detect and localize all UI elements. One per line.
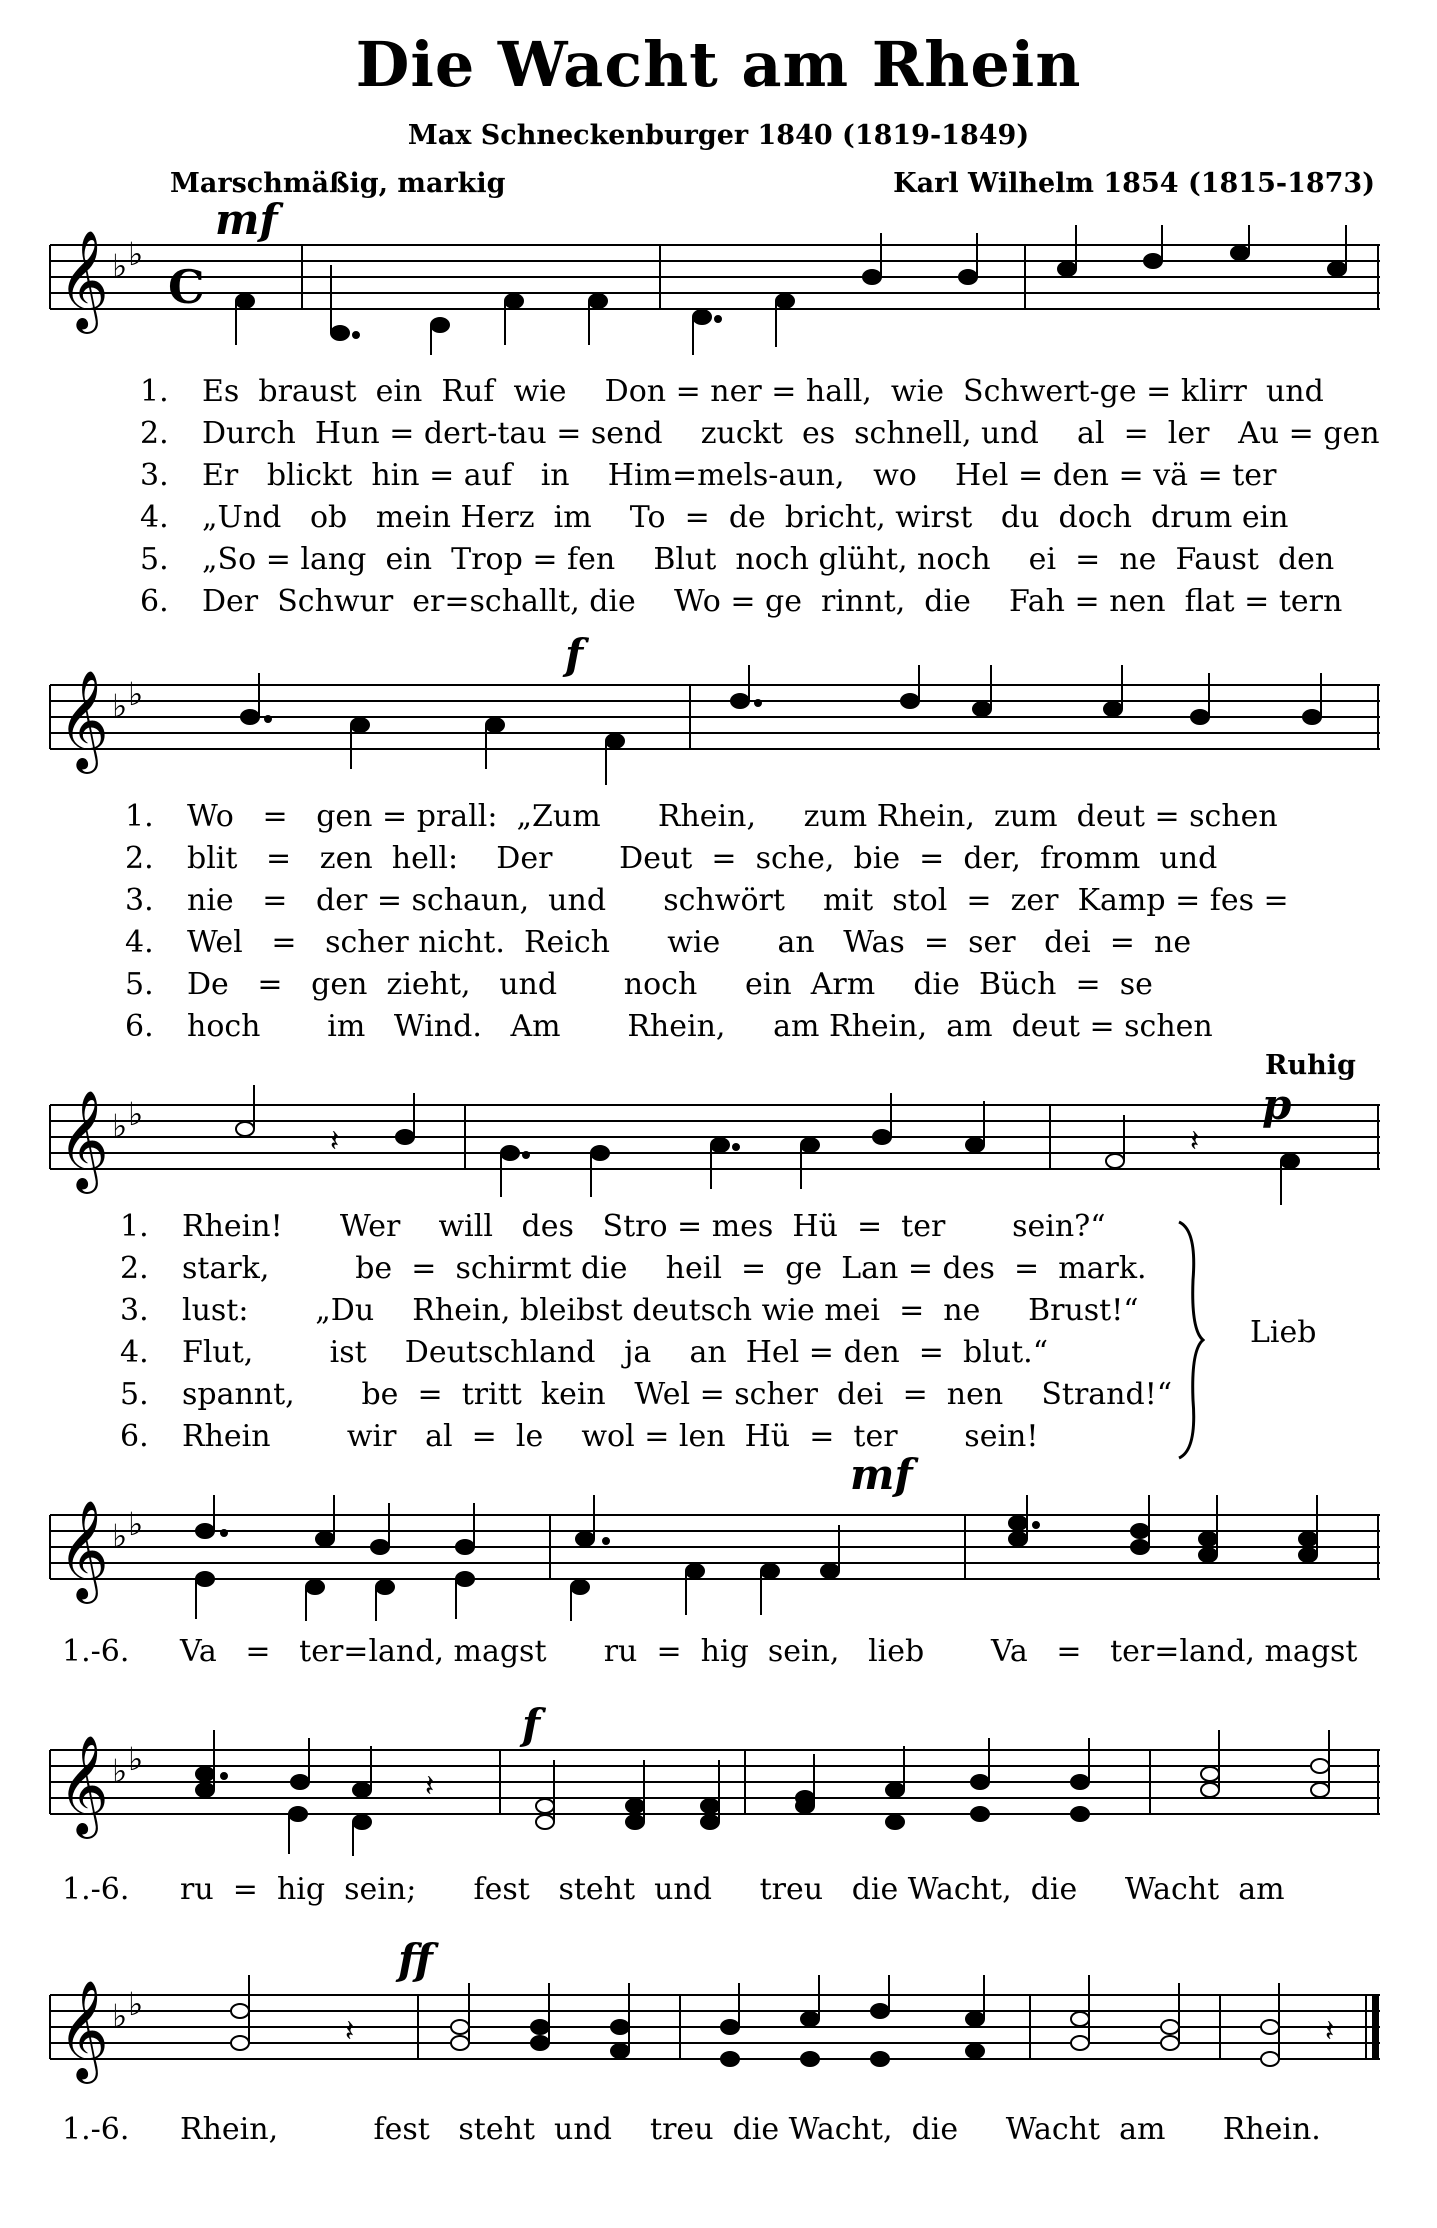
svg-text:♭: ♭ (128, 1985, 144, 2023)
refrain-line: 1.-6. Va = ter=land, magst ru = hig sein, lieb Va = ter=land, magst (62, 1633, 1358, 1669)
staff-system-1 (40, 225, 1400, 365)
staff-system-4 (40, 1495, 1400, 1625)
svg-text:𝄞: 𝄞 (58, 1500, 109, 1600)
svg-text:𝄽: 𝄽 (1325, 2014, 1335, 2049)
song-title: Die Wacht am Rhein (355, 28, 1082, 101)
verse-line-5: 5. spannt, be = tritt kein Wel = scher dei = nen Strand!“ (120, 1376, 1173, 1412)
verse-line-1: 1. Es braust ein Ruf wie Don = ner = hall, wie Schwert-ge = klirr und (140, 373, 1324, 409)
refrain-line: 1.-6. ru = hig sein; fest steht und treu die Wacht, die Wacht am (62, 1871, 1285, 1907)
verse-line-2: 2. blit = zen hell: Der Deut = sche, bie = der, fromm und (125, 840, 1218, 876)
lyrics-system-3 (120, 1205, 1350, 1457)
svg-text:𝄞: 𝄞 (58, 230, 109, 330)
verse-line-2: 2. Durch Hun = dert-tau = send zuckt es schnell, und al = ler Au = gen (140, 415, 1380, 451)
verse-line-4: 4. „Und ob mein Herz im To = de bricht, wirst du doch drum ein (140, 499, 1289, 535)
lyrics-system-1 (140, 370, 1380, 622)
verse-line-6: 6. Rhein wir al = le wol = len Hü = ter sein! (120, 1418, 1039, 1454)
svg-text:𝄞: 𝄞 (58, 1735, 109, 1835)
svg-text:𝄽: 𝄽 (345, 2014, 355, 2049)
verse-line-5: 5. „So = lang ein Trop = fen Blut noch glüht, noch ei = ne Faust den (140, 541, 1335, 577)
tempo-ruhig: Ruhig (1265, 1050, 1356, 1081)
staff-system-2 (40, 665, 1400, 795)
svg-text:♭: ♭ (112, 247, 128, 285)
lyricist-credit: Max Schneckenburger 1840 (1819-1849) (407, 120, 1030, 151)
verse-line-5: 5. De = gen zieht, und noch ein Arm die Büch = se (125, 966, 1153, 1002)
refrain-line: 1.-6. Rhein, fest steht und treu die Wacht, die Wacht am Rhein. (62, 2111, 1321, 2147)
dynamic-mf-2: mf (850, 1450, 913, 1499)
tempo-marking: Marschmäßig, markig (170, 168, 506, 199)
dynamic-f: f (565, 630, 584, 679)
composer-credit: Karl Wilhelm 1854 (1815-1873) (893, 168, 1375, 199)
dynamic-mf: mf (215, 195, 278, 244)
verse-line-2: 2. stark, be = schirmt die heil = ge Lan = des = mark. (120, 1250, 1147, 1286)
svg-text:𝄽: 𝄽 (425, 1769, 435, 1804)
verse-line-1: 1. Wo = gen = prall: „Zum Rhein, zum Rhein, zum deut = schen (125, 798, 1278, 834)
svg-text:♭: ♭ (112, 1752, 128, 1790)
svg-text:♭: ♭ (112, 1997, 128, 2035)
svg-text:♭: ♭ (128, 1740, 144, 1778)
verse-brace (1175, 1220, 1205, 1460)
svg-text:𝄞: 𝄞 (58, 1980, 109, 2080)
svg-text:𝄞: 𝄞 (58, 1090, 109, 1190)
verse-line-6: 6. hoch im Wind. Am Rhein, am Rhein, am deut = schen (125, 1008, 1213, 1044)
svg-text:♭: ♭ (128, 1505, 144, 1543)
svg-text:𝄽: 𝄽 (1190, 1124, 1200, 1159)
svg-text:♭: ♭ (128, 1095, 144, 1133)
dynamic-f-2: f (522, 1700, 541, 1749)
svg-text:♭: ♭ (128, 235, 144, 273)
svg-text:♭: ♭ (128, 675, 144, 713)
svg-text:𝄽: 𝄽 (330, 1124, 340, 1159)
lyrics-system-4 (62, 1630, 1358, 1672)
side-label-lieb: Lieb (1250, 1315, 1317, 1350)
verse-line-4: 4. Flut, ist Deutschland ja an Hel = den = blut.“ (120, 1334, 1049, 1370)
staff-system-5 (40, 1730, 1400, 1860)
lyrics-system-5 (62, 1868, 1292, 1910)
staff-system-3 (40, 1085, 1400, 1215)
lyrics-system-2 (125, 795, 1355, 1047)
staff-system-6 (40, 1975, 1400, 2105)
dynamic-ff: ff (398, 1935, 433, 1984)
svg-text:C: C (168, 260, 205, 314)
verse-line-3: 3. Er blickt hin = auf in Him=mels-aun, wo Hel = den = vä = ter (140, 457, 1277, 493)
svg-text:♭: ♭ (112, 1517, 128, 1555)
verse-line-3: 3. lust: „Du Rhein, bleibst deutsch wie mei = ne Brust!“ (120, 1292, 1139, 1328)
verse-line-6: 6. Der Schwur er=schallt, die Wo = ge rinnt, die Fah = nen flat = tern (140, 583, 1343, 619)
verse-line-1: 1. Rhein! Wer will des Stro = mes Hü = ter sein?“ (120, 1208, 1106, 1244)
lyrics-system-6 (62, 2108, 1321, 2150)
verse-line-3: 3. nie = der = schaun, und schwört mit stol = zer Kamp = fes = (125, 882, 1289, 918)
dynamic-p: p (1262, 1080, 1292, 1129)
svg-text:♭: ♭ (112, 1107, 128, 1145)
svg-text:♭: ♭ (112, 687, 128, 725)
verse-line-4: 4. Wel = scher nicht. Reich wie an Was = ser dei = ne (125, 924, 1192, 960)
svg-text:𝄞: 𝄞 (58, 670, 109, 770)
